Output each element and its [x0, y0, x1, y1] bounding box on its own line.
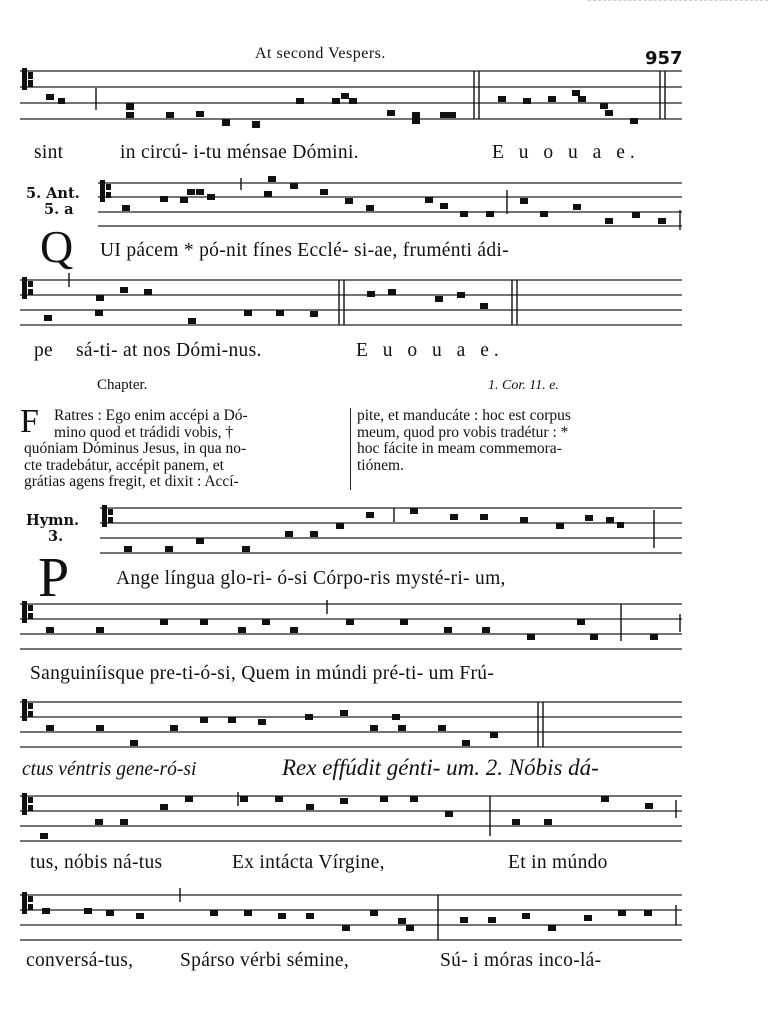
chapter-line: quóniam Dóminus Jesus, in qua no- [24, 440, 247, 457]
staff-7 [20, 796, 682, 841]
lyric-euouae: E u o u a e. [492, 142, 640, 163]
hymn-line-4c: Et in múndo [508, 852, 608, 873]
running-head: At second Vespers. [255, 45, 386, 62]
chapter-line: hoc fácite in meam commemora- [357, 440, 562, 457]
antiphon-mode-label: 5. a [44, 201, 74, 218]
staff-5 [20, 604, 682, 649]
antiphon-line-1: UI pácem * pó-nit fínes Ecclé- si-ae, fruménti ádi- [100, 240, 509, 261]
page-number: 957 [645, 48, 683, 69]
lyric-sint: sint [34, 142, 64, 163]
chapter-right-column [357, 408, 571, 474]
hymn-line-3a: ctus véntris gene-ró-si [22, 759, 197, 780]
chapter-left-column [24, 408, 248, 491]
drop-initial-q: Q [40, 221, 74, 272]
hymn-line-2: Sanguiníisque pre-ti-ó-si, Quem in múndi pré-ti- um Frú- [30, 663, 495, 684]
hymn-line-4a: tus, nóbis ná-tus [30, 852, 163, 873]
chapter-reference: 1. Cor. 11. e. [488, 378, 559, 393]
hymn-mode-label: 3. [48, 528, 64, 545]
chapter-line: Ratres : Ego enim accépi a Dó- [54, 407, 248, 424]
lyric-pe: pe [34, 340, 54, 361]
staff-8 [20, 895, 682, 940]
lyric-satiat: sá-ti- at nos Dómi-nus. [76, 340, 262, 361]
chapter-line: meum, quod pro vobis tradétur : * [357, 423, 569, 441]
hymn-line-1: Ange língua glo-ri- ó-si Córpo-ris mysté-ri- um, [116, 568, 506, 589]
chapter-heading: Chapter. [97, 377, 148, 393]
staff-6 [20, 702, 682, 747]
chapter-line: pite, et manducáte : hoc est corpus [357, 407, 571, 424]
chapter-line: mino quod et trádidi vobis, † [54, 423, 234, 441]
hymn-line-5b: Spárso vérbi sémine, [180, 950, 350, 971]
hymn-line-5a: conversá-tus, [26, 950, 134, 971]
antiphon-label: 5. Ant. [26, 185, 80, 202]
hymn-line-5c: Sú- i móras inco-lá- [440, 950, 602, 971]
drop-initial-f: F [20, 403, 39, 440]
lyric-phrase: in circú- i-tu ménsae Dómini. [120, 142, 359, 163]
column-divider [350, 408, 351, 490]
hymn-label: Hymn. [26, 512, 80, 529]
chapter-line: cte tradebátur, accépit panem, et [24, 456, 224, 474]
hymn-line-3b: Rex effúdit génti- um. 2. Nóbis dá- [282, 755, 599, 780]
chapter-line: grátias agens fregit, et dixit : Accí- [24, 473, 239, 490]
staff-4 [100, 508, 682, 553]
lyric-euouae-2: E u o u a e. [356, 340, 504, 361]
drop-initial-p: P [38, 547, 70, 609]
staff-2 [98, 183, 682, 226]
chapter-line: tiónem. [357, 456, 404, 474]
staff-3 [20, 280, 682, 325]
staff-1 [20, 71, 682, 119]
hymn-line-4b: Ex intácta Vírgine, [232, 852, 385, 873]
